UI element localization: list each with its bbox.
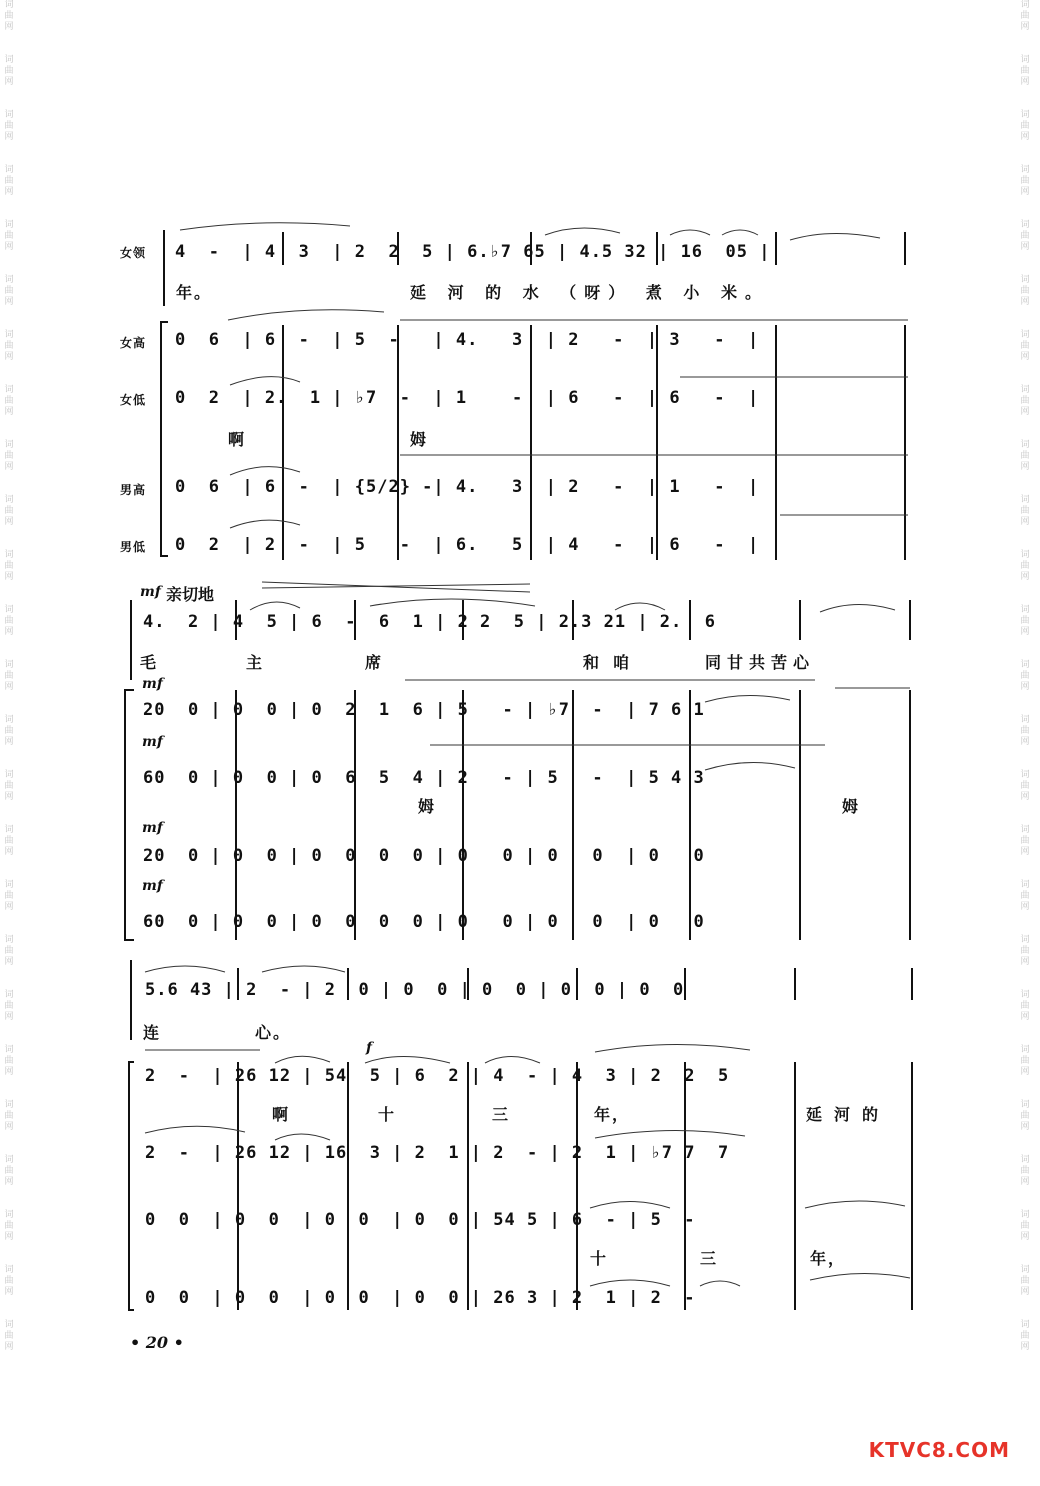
notation-line: 0 6 | 6 - | 5 - | 4. 3 | 2 - | 3 - | (175, 330, 760, 350)
dynamic-marking: mf (140, 584, 161, 600)
lyric-text: 和咱 (583, 653, 644, 672)
side-watermark-text: 词曲网 (1020, 330, 1030, 362)
notation-line: 0 6 | 6 - | {5/2} -| 4. 3 | 2 - | 1 - | (175, 477, 760, 497)
lyric-text: 十 (378, 1105, 397, 1124)
side-watermark-text: 词曲网 (4, 1100, 14, 1132)
lyric-text: 姆 (842, 797, 861, 816)
part-label-bass: 男低 (120, 540, 147, 554)
notation-line: 0 0 | 0 0 | 0 0 | 0 0 | 54 5 | 6 - | 5 - (145, 1210, 696, 1230)
dynamic-marking: mf (142, 820, 163, 836)
dynamic-marking: mf (142, 734, 163, 750)
notation-line: 0 2 | 2 - | 5 - | 6. 5 | 4 - | 6 - | (175, 535, 760, 555)
side-watermark-text: 词曲网 (1020, 935, 1030, 967)
side-watermark-text: 词曲网 (1020, 660, 1030, 692)
side-watermark-text: 词曲网 (4, 1320, 14, 1352)
side-watermark-text: 词曲网 (1020, 1155, 1030, 1187)
lyric-text: 延 河 的 水 （呀） 煮 小 米。 (410, 283, 769, 302)
side-watermark-text: 词曲网 (4, 550, 14, 582)
lyric-text: 连 (143, 1023, 162, 1042)
side-watermark-text: 词曲网 (1020, 715, 1030, 747)
side-watermark-text: 词曲网 (4, 1045, 14, 1077)
lyric-text: 延河的 (806, 1105, 891, 1124)
side-watermark-text: 词曲网 (1020, 1045, 1030, 1077)
side-watermark-text: 词曲网 (4, 385, 14, 417)
dynamic-marking: f (366, 1040, 373, 1056)
notation-line: 20 0 | 0 0 | 0 2 1 6 | 5 - | ♭7 - | 7 6 1 (143, 700, 705, 720)
side-watermark-text: 词曲网 (1020, 440, 1030, 472)
side-watermark-text: 词曲网 (4, 990, 14, 1022)
lyric-text: 啊 (228, 430, 247, 449)
side-watermark-text: 词曲网 (1020, 165, 1030, 197)
notation-line: 4. 2 | 4 5 | 6 - 6 1 | 2 2 5 | 2.3 21 | 2. 6 (143, 612, 716, 632)
side-watermark-text: 词曲网 (4, 770, 14, 802)
dynamic-marking: mf (142, 878, 163, 894)
notation-line: 20 0 | 0 0 | 0 0 0 0 | 0 0 | 0 0 | 0 0 (143, 846, 705, 866)
part-label-alto: 女低 (120, 393, 147, 407)
side-watermark-text: 词曲网 (1020, 825, 1030, 857)
lyric-text: 同甘共苦心 (705, 653, 816, 672)
side-watermark-text: 词曲网 (1020, 1320, 1030, 1352)
side-watermark-text: 词曲网 (1020, 220, 1030, 252)
side-watermark-text: 词曲网 (4, 55, 14, 87)
side-watermark-text: 词曲网 (1020, 0, 1030, 32)
side-watermark-text: 词曲网 (1020, 55, 1030, 87)
side-watermark-text: 词曲网 (4, 880, 14, 912)
lyric-text: 席 (365, 653, 384, 672)
dynamic-marking: mf (142, 676, 163, 692)
notation-line: 2 - | 26 12 | 16 3 | 2 1 | 2 - | 2 1 | ♭7 7 7 (145, 1143, 730, 1163)
side-watermark-text: 词曲网 (4, 110, 14, 142)
side-watermark-text: 词曲网 (1020, 495, 1030, 527)
side-watermark-text: 词曲网 (1020, 770, 1030, 802)
side-watermark-text: 词曲网 (4, 605, 14, 637)
side-watermark-text: 词曲网 (4, 935, 14, 967)
side-watermark-text: 词曲网 (1020, 385, 1030, 417)
side-watermark-text: 词曲网 (1020, 275, 1030, 307)
side-watermark-text: 词曲网 (1020, 1210, 1030, 1242)
site-watermark: KTVC8.COM (868, 1438, 1010, 1462)
side-watermark-text: 词曲网 (4, 275, 14, 307)
notation-line: 60 0 | 0 0 | 0 0 0 0 | 0 0 | 0 0 | 0 0 (143, 912, 705, 932)
side-watermark-text: 词曲网 (4, 165, 14, 197)
side-watermark-text: 词曲网 (4, 825, 14, 857)
side-watermark-text: 词曲网 (4, 0, 14, 32)
side-watermark-text: 词曲网 (1020, 880, 1030, 912)
lyric-text: 主 (246, 653, 265, 672)
side-watermark-text: 词曲网 (4, 1155, 14, 1187)
lyric-text: 年， (594, 1105, 631, 1124)
notation-line: 4 - | 4 3 | 2 2 5 | 6.♭7 65 | 4.5 32 | 16 05 | (175, 242, 771, 262)
lyric-text: 三 (492, 1105, 511, 1124)
notation-line: 60 0 | 0 0 | 0 6 5 4 | 2 - | 5 - | 5 4 3 (143, 768, 705, 788)
part-label-tenor: 男高 (120, 483, 147, 497)
lyric-text: 年， (810, 1249, 847, 1268)
side-watermark-text: 词曲网 (1020, 1100, 1030, 1132)
lyric-text: 姆 (410, 430, 429, 449)
lyric-text: 年。 (176, 283, 213, 302)
side-watermark-text: 词曲网 (4, 1210, 14, 1242)
lyric-text: 毛 (140, 653, 159, 672)
side-watermark-text: 词曲网 (4, 330, 14, 362)
lyric-text: 十 (590, 1249, 609, 1268)
notation-line: 0 2 | 2. 1 | ♭7 - | 1 - | 6 - | 6 - | (175, 388, 760, 408)
lyric-text: 姆 (418, 797, 437, 816)
side-watermark-text: 词曲网 (4, 495, 14, 527)
side-watermark-text: 词曲网 (4, 1265, 14, 1297)
notation-line: 0 0 | 0 0 | 0 0 | 0 0 | 26 3 | 2 1 | 2 - (145, 1288, 696, 1308)
side-watermark-text: 词曲网 (4, 440, 14, 472)
lyric-text: 心。 (255, 1023, 292, 1042)
side-watermark-text: 词曲网 (1020, 990, 1030, 1022)
part-label-soprano: 女高 (120, 336, 147, 350)
part-label-lead: 女领 (120, 246, 147, 260)
lyric-text: 三 (700, 1249, 719, 1268)
side-watermark-text: 词曲网 (1020, 550, 1030, 582)
side-watermark-text: 词曲网 (4, 660, 14, 692)
side-watermark-text: 词曲网 (4, 220, 14, 252)
side-watermark-text: 词曲网 (1020, 110, 1030, 142)
notation-line: 2 - | 26 12 | 54 5 | 6 2 | 4 - | 4 3 | 2 2 5 (145, 1066, 730, 1086)
notation-line: 5.6 43 | 2 - | 2 0 | 0 0 | 0 0 | 0 0 | 0 0 (145, 980, 685, 1000)
side-watermark-text: 词曲网 (1020, 1265, 1030, 1297)
side-watermark-text: 词曲网 (4, 715, 14, 747)
side-watermark-text: 词曲网 (1020, 605, 1030, 637)
lyric-text: 啊 (272, 1105, 291, 1124)
expression-marking: 亲切地 (166, 585, 215, 604)
page-number: • 20 • (130, 1333, 184, 1352)
